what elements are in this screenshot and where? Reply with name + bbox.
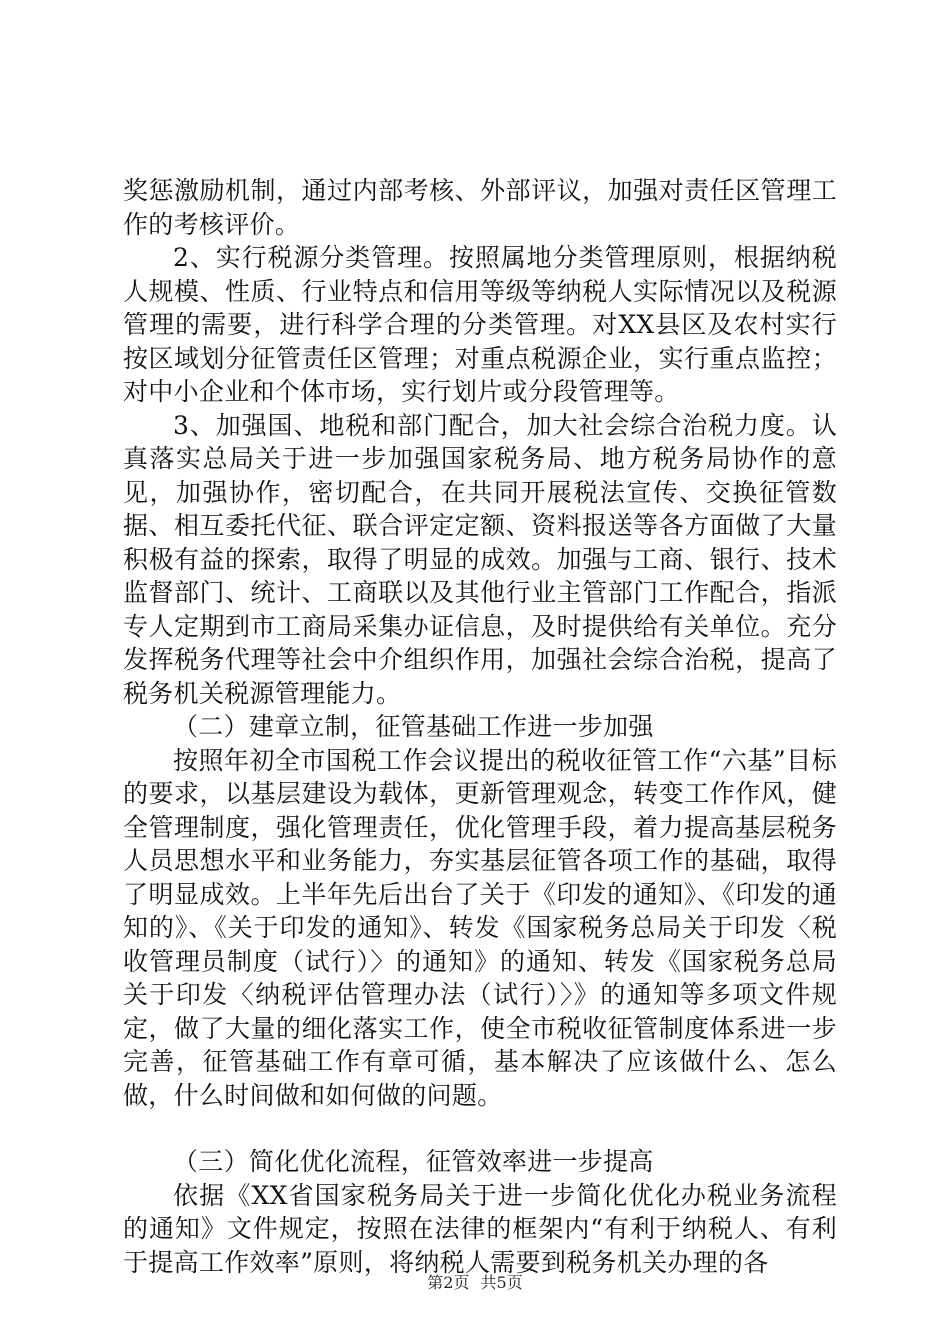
section-heading-3: （三）简化优化流程，征管效率进一步提高	[173, 1147, 654, 1176]
document-body	[123, 174, 837, 1279]
paragraph-department-cooperation: 3、加强国、地税和部门配合，加大社会综合治税力度。认真落实总局关于进一步加强国家税务局、地方税务局协作的意见，加强协作，密切配合，在共同开展税法宣传、交换征管数据、相互委托代征、联合评定定额、资料报送等各方面做了大量积极有益的探索，取得了明显的成效。加强与工商、银行、技术监督部门、统计、工商联以及其他行业主管部门工作配合，指派专人定期到市工商局采集办证信息，及时提供给有关单位。充分发挥税务代理等社会中介组织作用，加强社会综合治税，提高了税务机关税源管理能力。	[123, 410, 837, 708]
page-number: 第2页	[427, 1273, 470, 1292]
paragraph-spacer	[123, 1112, 837, 1145]
page-total: 共5页	[480, 1273, 523, 1292]
paragraph-collection-foundation: 按照年初全市国税工作会议提出的税收征管工作“六基”目标的要求，以基层建设为载体，更新管理观念，转变工作作风，健全管理制度，强化管理责任，优化管理手段，着力提高基层税务人员思想水平和业务能力，夯实基层征管各项工作的基础，取得了明显成效。上半年先后出台了关于《印发的通知》、《印发的通知的》、《关于印发的通知》、转发《国家税务总局关于印发〈税收管理员制度（试行）〉的通知》的通知、转发《国家税务总局关于印发〈纳税评估管理办法（试行）〉》的通知等多项文件规定，做了大量的细化落实工作，使全市税收征管制度体系进一步完善，征管基础工作有章可循，基本解决了应该做什么、怎么做，什么时间做和如何做的问题。	[123, 745, 837, 1110]
paragraph-process-simplification: 依据《XX省国家税务局关于进一步简化优化办税业务流程的通知》文件规定，按照在法律的框架内“有利于纳税人、有利于提高工作效率”原则，将纳税人需要到税务机关办理的各	[123, 1180, 837, 1277]
paragraph-continuation: 奖惩激励机制，通过内部考核、外部评议，加强对责任区管理工作的考核评价。	[123, 176, 837, 239]
section-heading-2: （二）建章立制，征管基础工作进一步加强	[173, 712, 654, 741]
page-footer	[0, 1270, 950, 1293]
paragraph-tax-source-classification: 2、实行税源分类管理。按照属地分类管理原则，根据纳税人规模、性质、行业特点和信用等级等纳税人实际情况以及税源管理的需要，进行科学合理的分类管理。对XX县区及农村实行按区域划分征管责任区管理；对重点税源企业，实行重点监控；对中小企业和个体市场，实行划片或分段管理等。	[123, 243, 837, 406]
